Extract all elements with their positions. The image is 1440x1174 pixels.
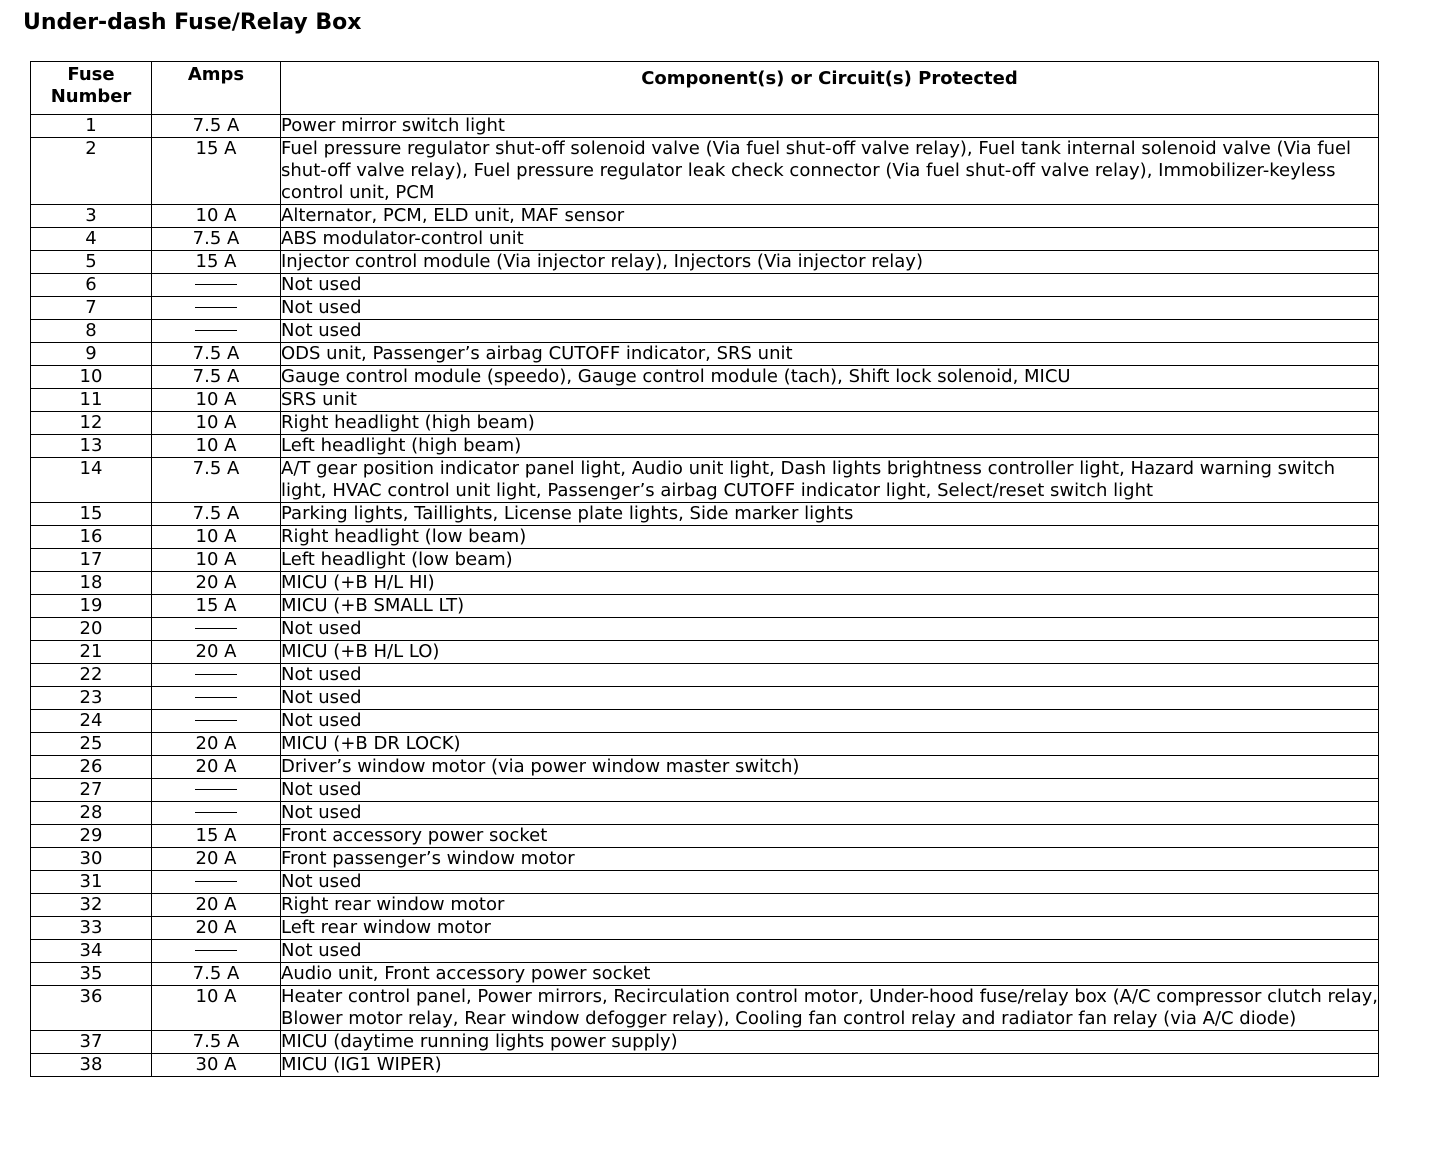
amps-cell: 10 A <box>152 435 281 458</box>
component-cell: MICU (+B SMALL LT) <box>281 595 1379 618</box>
fuse-number-cell: 5 <box>31 251 152 274</box>
amps-cell: 10 A <box>152 549 281 572</box>
amps-cell: 20 A <box>152 756 281 779</box>
table-row <box>31 274 1379 297</box>
table-row <box>31 894 1379 917</box>
fuse-number-cell: 10 <box>31 366 152 389</box>
table-row <box>31 664 1379 687</box>
unused-dash <box>195 881 237 882</box>
fuse-number-cell: 28 <box>31 802 152 825</box>
component-cell: SRS unit <box>281 389 1379 412</box>
component-cell: Not used <box>281 871 1379 894</box>
fuse-number-cell: 22 <box>31 664 152 687</box>
table-row <box>31 595 1379 618</box>
fuse-number-cell: 34 <box>31 940 152 963</box>
unused-dash <box>195 697 237 698</box>
table-row <box>31 320 1379 343</box>
component-cell: MICU (daytime running lights power supply) <box>281 1031 1379 1054</box>
table-row <box>31 251 1379 274</box>
fuse-table-body <box>31 115 1379 1077</box>
fuse-number-cell: 21 <box>31 641 152 664</box>
amps-cell: 20 A <box>152 572 281 595</box>
fuse-number-cell: 2 <box>31 138 152 205</box>
amps-cell: 20 A <box>152 733 281 756</box>
amps-cell <box>152 297 281 320</box>
amps-cell: 7.5 A <box>152 228 281 251</box>
amps-cell: 10 A <box>152 412 281 435</box>
component-cell: MICU (+B DR LOCK) <box>281 733 1379 756</box>
table-row <box>31 733 1379 756</box>
fuse-number-cell: 4 <box>31 228 152 251</box>
fuse-number-cell: 1 <box>31 115 152 138</box>
component-cell: Right headlight (low beam) <box>281 526 1379 549</box>
unused-dash <box>195 812 237 813</box>
unused-dash <box>195 307 237 308</box>
component-cell: Not used <box>281 802 1379 825</box>
table-row <box>31 435 1379 458</box>
table-row <box>31 343 1379 366</box>
fuse-number-cell: 31 <box>31 871 152 894</box>
fuse-number-cell: 20 <box>31 618 152 641</box>
table-row <box>31 641 1379 664</box>
fuse-number-cell: 7 <box>31 297 152 320</box>
fuse-number-cell: 3 <box>31 205 152 228</box>
component-cell: MICU (IG1 WIPER) <box>281 1054 1379 1077</box>
table-row <box>31 963 1379 986</box>
fuse-number-cell: 8 <box>31 320 152 343</box>
component-cell: MICU (+B H/L LO) <box>281 641 1379 664</box>
table-row <box>31 618 1379 641</box>
amps-cell: 20 A <box>152 894 281 917</box>
fuse-number-cell: 19 <box>31 595 152 618</box>
header-fuse-number: Fuse Number <box>31 62 152 115</box>
header-amps: Amps <box>152 62 281 115</box>
component-cell: Not used <box>281 687 1379 710</box>
table-row <box>31 848 1379 871</box>
amps-cell: 15 A <box>152 251 281 274</box>
fuse-number-cell: 14 <box>31 458 152 503</box>
component-cell: Heater control panel, Power mirrors, Recirculation control motor, Under-hood fuse/relay box (A/C compressor clutch relay, Blower motor relay, Rear window defogger relay), Cooling fan control relay and radiator fan relay (via A/C diode) <box>281 986 1378 1029</box>
fuse-number-cell: 23 <box>31 687 152 710</box>
fuse-number-cell: 17 <box>31 549 152 572</box>
fuse-number-cell: 25 <box>31 733 152 756</box>
unused-dash <box>195 950 237 951</box>
component-cell: Front passenger’s window motor <box>281 848 1379 871</box>
amps-cell: 20 A <box>152 917 281 940</box>
amps-cell: 10 A <box>152 986 281 1031</box>
component-cell: Front accessory power socket <box>281 825 1379 848</box>
amps-cell <box>152 618 281 641</box>
table-row <box>31 710 1379 733</box>
amps-cell: 7.5 A <box>152 1031 281 1054</box>
amps-cell: 10 A <box>152 389 281 412</box>
fuse-number-cell: 27 <box>31 779 152 802</box>
component-cell: Not used <box>281 618 1379 641</box>
unused-dash <box>195 789 237 790</box>
table-row <box>31 779 1379 802</box>
amps-cell: 30 A <box>152 1054 281 1077</box>
component-cell: Right rear window motor <box>281 894 1379 917</box>
amps-cell <box>152 871 281 894</box>
component-cell: Audio unit, Front accessory power socket <box>281 963 1379 986</box>
table-row <box>31 1031 1379 1054</box>
table-row <box>31 503 1379 526</box>
component-cell: Injector control module (Via injector relay), Injectors (Via injector relay) <box>281 251 1379 274</box>
component-cell: Gauge control module (speedo), Gauge control module (tach), Shift lock solenoid, MICU <box>281 366 1379 389</box>
fuse-number-cell: 11 <box>31 389 152 412</box>
component-cell: Not used <box>281 664 1379 687</box>
table-row <box>31 1054 1379 1077</box>
component-cell: Not used <box>281 297 1379 320</box>
page-title: Under-dash Fuse/Relay Box <box>23 10 362 35</box>
amps-cell: 7.5 A <box>152 115 281 138</box>
table-row <box>31 917 1379 940</box>
unused-dash <box>195 674 237 675</box>
table-row <box>31 205 1379 228</box>
table-row <box>31 687 1379 710</box>
table-row <box>31 115 1379 138</box>
table-row <box>31 526 1379 549</box>
component-cell: Right headlight (high beam) <box>281 412 1379 435</box>
component-cell: A/T gear position indicator panel light, Audio unit light, Dash lights brightness controller light, Hazard warning switch light, HVAC control unit light, Passenger’s airbag CUTOFF indicator light, Select/reset switch light <box>281 458 1379 503</box>
component-cell: Left headlight (high beam) <box>281 435 1379 458</box>
amps-cell: 20 A <box>152 641 281 664</box>
fuse-number-cell: 33 <box>31 917 152 940</box>
fuse-number-cell: 9 <box>31 343 152 366</box>
amps-cell: 15 A <box>152 138 281 205</box>
table-row <box>31 871 1379 894</box>
fuse-number-cell: 15 <box>31 503 152 526</box>
fuse-table <box>30 61 1379 1077</box>
amps-cell <box>152 687 281 710</box>
amps-cell: 15 A <box>152 595 281 618</box>
amps-cell: 10 A <box>152 205 281 228</box>
component-cell: MICU (+B H/L HI) <box>281 572 1379 595</box>
amps-cell <box>152 779 281 802</box>
component-cell: Not used <box>281 940 1379 963</box>
amps-cell <box>152 940 281 963</box>
table-row <box>31 297 1379 320</box>
component-cell: ODS unit, Passenger’s airbag CUTOFF indicator, SRS unit <box>281 343 1379 366</box>
amps-cell: 7.5 A <box>152 458 281 503</box>
component-cell: Left headlight (low beam) <box>281 549 1379 572</box>
table-row <box>31 228 1379 251</box>
unused-dash <box>195 330 237 331</box>
fuse-number-cell: 35 <box>31 963 152 986</box>
amps-cell <box>152 320 281 343</box>
table-row <box>31 802 1379 825</box>
component-cell: ABS modulator-control unit <box>281 228 1379 251</box>
component-cell: Parking lights, Taillights, License plate lights, Side marker lights <box>281 503 1379 526</box>
unused-dash <box>195 720 237 721</box>
amps-cell <box>152 710 281 733</box>
amps-cell: 15 A <box>152 825 281 848</box>
component-cell: Alternator, PCM, ELD unit, MAF sensor <box>281 205 1379 228</box>
unused-dash <box>195 628 237 629</box>
table-row <box>31 572 1379 595</box>
component-cell: Fuel pressure regulator shut-off solenoid valve (Via fuel shut-off valve relay), Fuel tank internal solenoid valve (Via fuel shut-off valve relay), Fuel pressure regulator leak check connector (Via fuel shut-off valve relay), Immobilizer-keyless control unit, PCM <box>281 138 1379 205</box>
table-row <box>31 366 1379 389</box>
fuse-number-cell: 6 <box>31 274 152 297</box>
amps-cell: 7.5 A <box>152 343 281 366</box>
fuse-number-cell: 37 <box>31 1031 152 1054</box>
table-row <box>31 138 1379 205</box>
fuse-number-cell: 36 <box>31 986 152 1031</box>
table-row <box>31 389 1379 412</box>
table-row <box>31 825 1379 848</box>
table-row <box>31 458 1379 503</box>
fuse-number-cell: 18 <box>31 572 152 595</box>
amps-cell <box>152 274 281 297</box>
table-row <box>31 986 1379 1031</box>
fuse-number-cell: 13 <box>31 435 152 458</box>
fuse-number-cell: 32 <box>31 894 152 917</box>
amps-cell: 7.5 A <box>152 963 281 986</box>
component-cell: Driver’s window motor (via power window master switch) <box>281 756 1379 779</box>
table-row <box>31 756 1379 779</box>
amps-cell <box>152 664 281 687</box>
fuse-number-cell: 24 <box>31 710 152 733</box>
component-cell: Not used <box>281 779 1379 802</box>
component-cell: Power mirror switch light <box>281 115 1379 138</box>
fuse-number-cell: 30 <box>31 848 152 871</box>
table-row <box>31 549 1379 572</box>
header-component: Component(s) or Circuit(s) Protected <box>281 62 1379 115</box>
table-row <box>31 412 1379 435</box>
amps-cell: 10 A <box>152 526 281 549</box>
header-row <box>31 62 1379 115</box>
fuse-number-cell: 38 <box>31 1054 152 1077</box>
amps-cell: 7.5 A <box>152 503 281 526</box>
component-cell: Not used <box>281 320 1379 343</box>
table-row <box>31 940 1379 963</box>
amps-cell: 20 A <box>152 848 281 871</box>
fuse-number-cell: 26 <box>31 756 152 779</box>
component-cell: Not used <box>281 710 1379 733</box>
fuse-number-cell: 16 <box>31 526 152 549</box>
amps-cell: 7.5 A <box>152 366 281 389</box>
fuse-number-cell: 12 <box>31 412 152 435</box>
fuse-number-cell: 29 <box>31 825 152 848</box>
component-cell: Not used <box>281 274 1379 297</box>
amps-cell <box>152 802 281 825</box>
component-cell: Left rear window motor <box>281 917 1379 940</box>
unused-dash <box>195 284 237 285</box>
